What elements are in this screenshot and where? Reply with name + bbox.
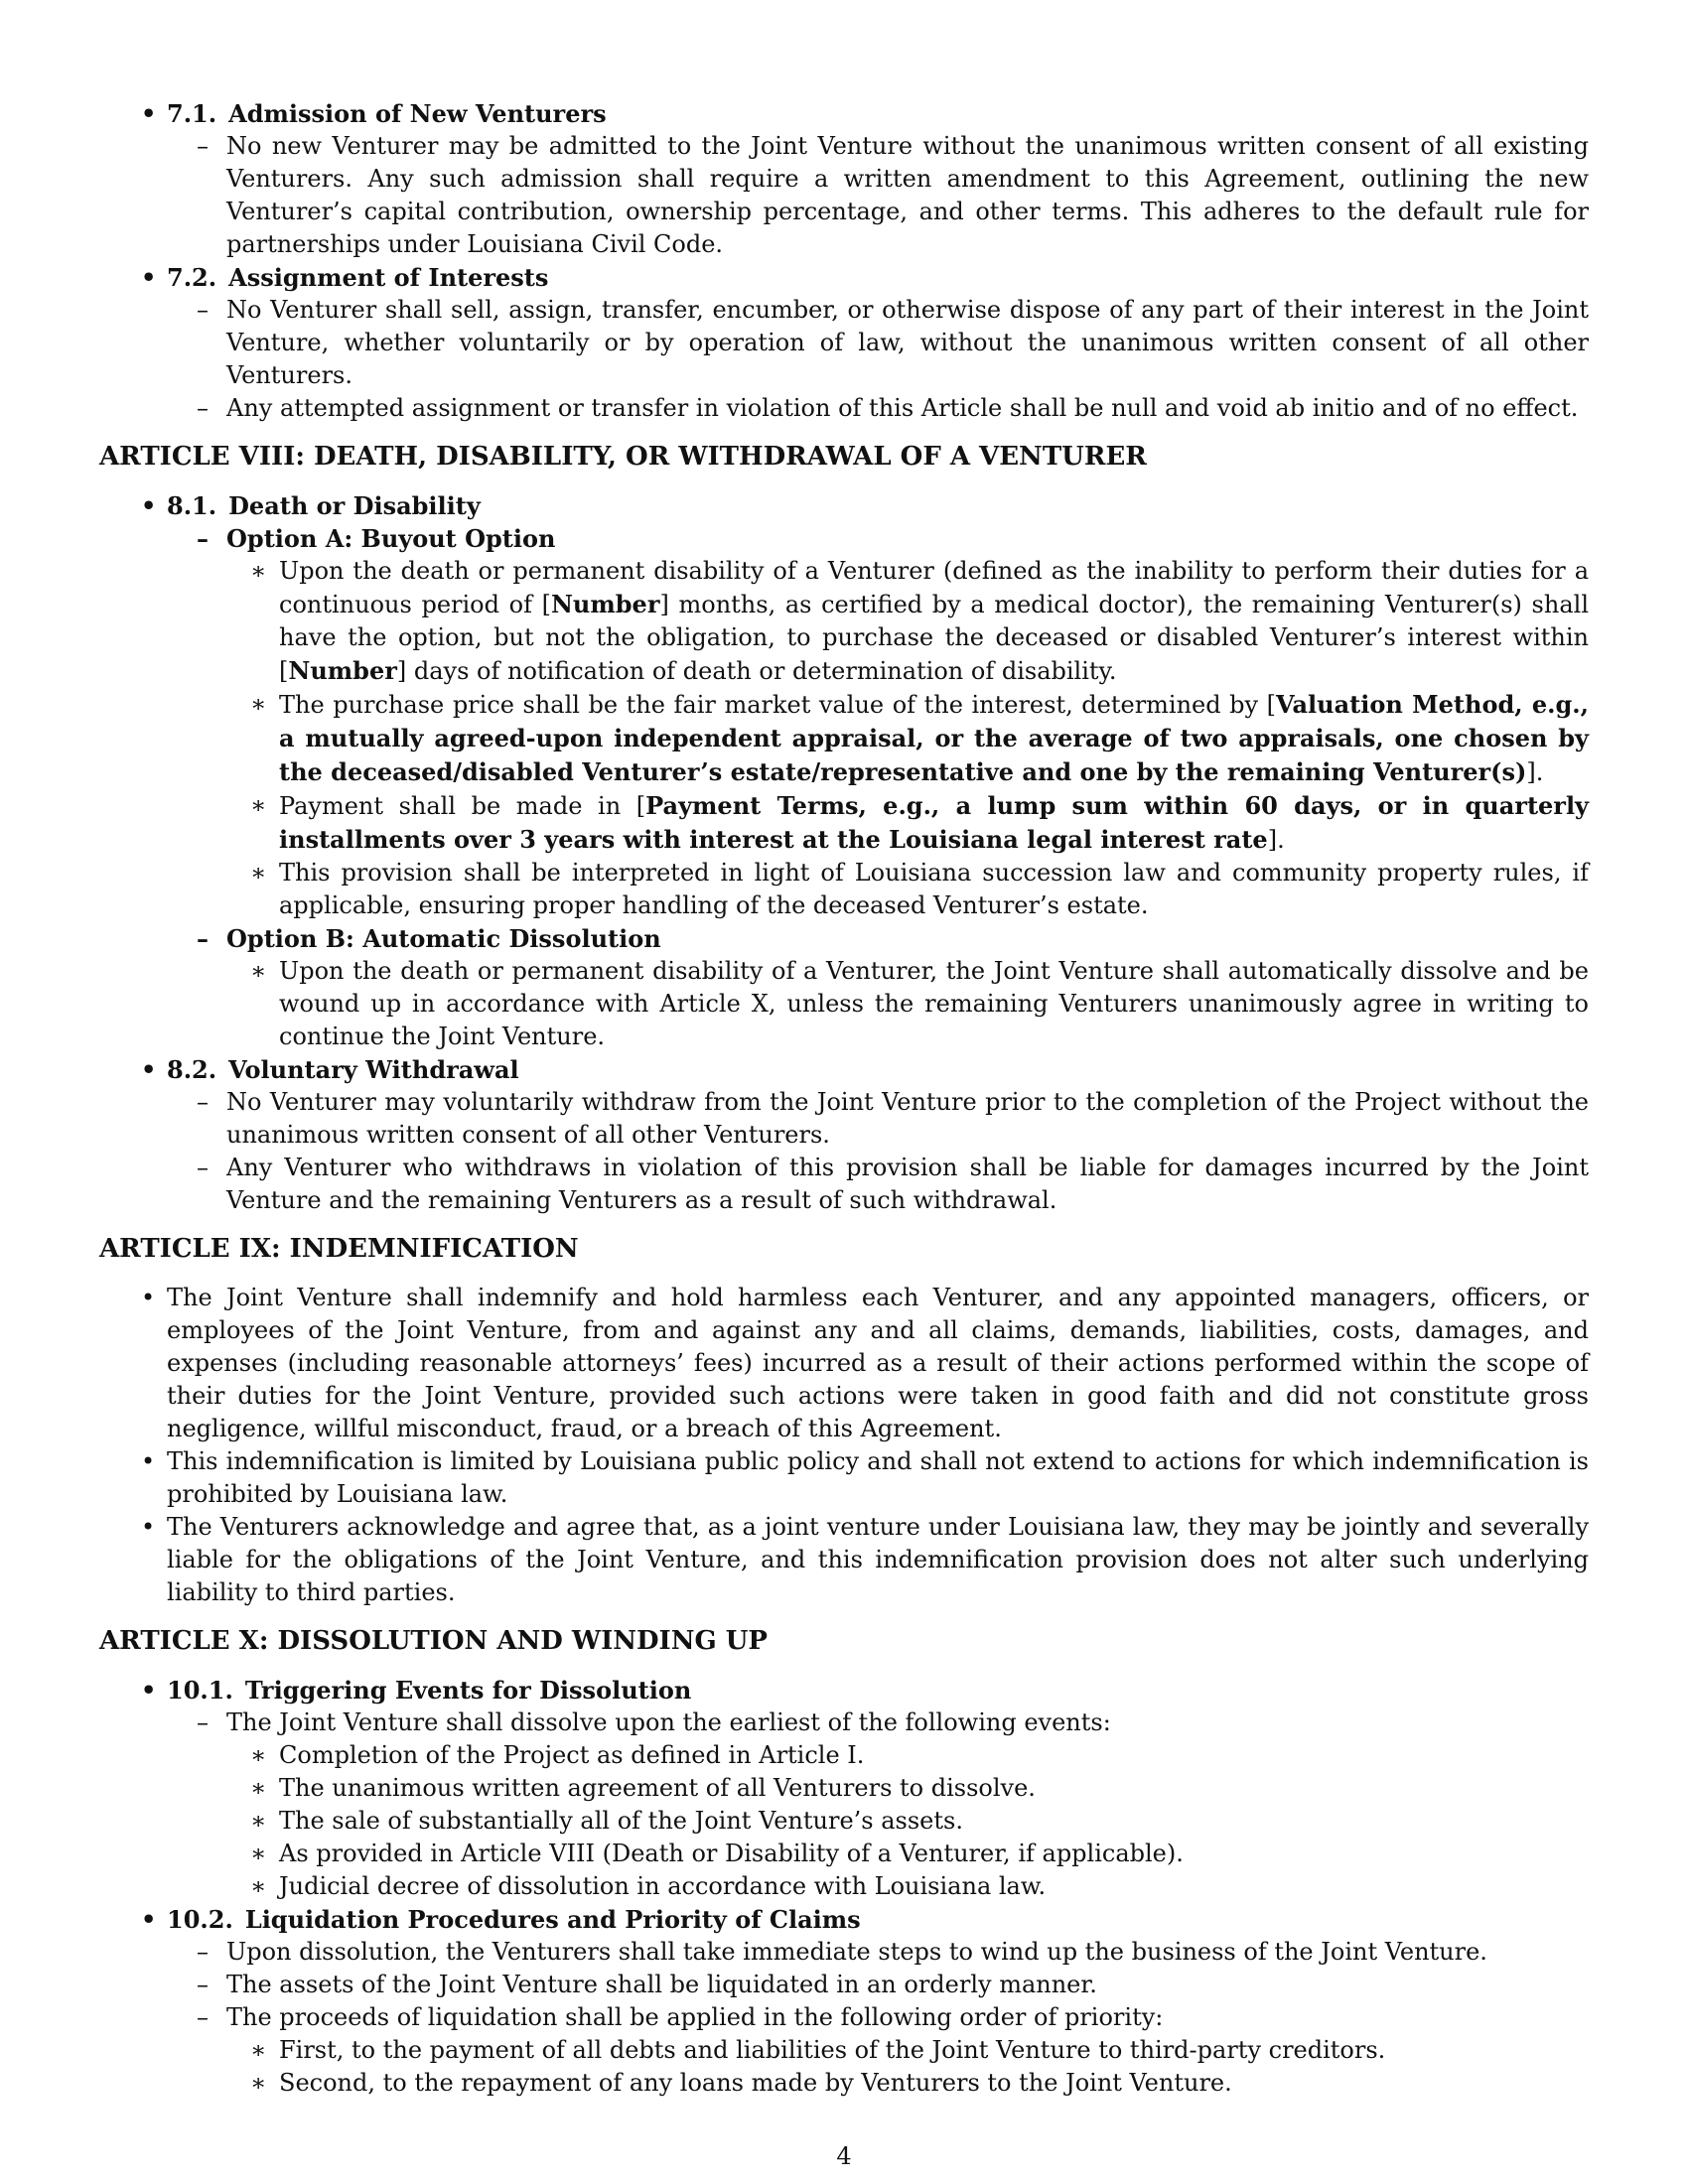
list-item: ∗ As provided in Article VIII (Death or Disability of a Venturer, if applicable). [99, 1838, 1589, 1870]
list-item: ∗ Upon the death or permanent disability of a Venturer, the Joint Venture shall automatically dissolve and be wound up in accordance with Article X, unless the remaining Venturers unanimously agree in writing to continue the Joint Venture. [99, 955, 1589, 1053]
section-number: 8.2. [167, 1055, 217, 1084]
section-title: Voluntary Withdrawal [228, 1055, 519, 1084]
list-item: – Upon dissolution, the Venturers shall take immediate steps to wind up the business of the Joint Venture. [99, 1936, 1589, 1969]
placeholder-valuation-method: Valuation Method, e.g., a mutually agreed-upon independent appraisal, or the average of two appraisals, one chosen by the deceased/disabled Venturer’s estate/representative and one by the remaining Venturer(s) [279, 690, 1590, 786]
list-item: ∗ This provision shall be interpreted in light of Louisiana succession law and community property rules, if applicable, ensuring proper handling of the deceased Venturer’s estate. [99, 857, 1589, 922]
list-item: • The Venturers acknowledge and agree that, as a joint venture under Louisiana law, they may be jointly and severally liable for the obligations of the Joint Venture, and this indemnification provision does not alter such underlying liability to third parties. [99, 1511, 1589, 1609]
text-run: ]. [1526, 758, 1544, 786]
list-item: – Any attempted assignment or transfer in violation of this Article shall be null and void ab initio and of no effect. [99, 392, 1589, 425]
text-run: ] months, as certified by a medical doctor), the remaining Venturer(s) shall have the option, but not the obligation, to purchase the deceased or disabled Venturer’s interest within [ [279, 591, 1589, 685]
list-item [99, 555, 1589, 688]
list-item: – No Venturer shall sell, assign, transfer, encumber, or otherwise dispose of any part of their interest in the Joint Venture, whether voluntarily or by operation of law, without the unanimous written consent of all other Venturers. [99, 294, 1589, 392]
list-item: ∗ First, to the payment of all debts and liabilities of the Joint Venture to third-party creditors. [99, 2034, 1589, 2067]
text-run: Payment shall be made in [ [279, 792, 646, 820]
list-item: – No new Venturer may be admitted to the Joint Venture without the unanimous written consent of all existing Venturers. Any such admission shall require a written amendment to this Agreement, outlining the new Venturer’s capital contribution, ownership percentage, and other terms. This adheres to the default rule for partnerships under Louisiana Civil Code. [99, 130, 1589, 261]
section-title: Liquidation Procedures and Priority of Claims [244, 1905, 861, 1934]
list-item: – The proceeds of liquidation shall be applied in the following order of priority: [99, 2001, 1589, 2034]
list-item: – Any Venturer who withdraws in violation of this provision shall be liable for damages incurred by the Joint Venture and the remaining Venturers as a result of such withdrawal. [99, 1152, 1589, 1217]
section-number: 10.2. [167, 1905, 233, 1934]
article-8-heading: ARTICLE VIII: DEATH, DISABILITY, OR WITHDRAWAL OF A VENTURER [99, 442, 1147, 472]
list-item: ∗ The sale of substantially all of the Joint Venture’s assets. [99, 1805, 1589, 1838]
option-b-title: – Option B: Automatic Dissolution [99, 922, 1589, 955]
article-9-heading: ARTICLE IX: INDEMNIFICATION [99, 1234, 579, 1264]
section-8-2-title [99, 1053, 1589, 1086]
section-8-1-title [99, 489, 1589, 522]
list-item: ∗ The unanimous written agreement of all Venturers to dissolve. [99, 1772, 1589, 1805]
page-number: 4 [836, 2142, 852, 2170]
section-title: Admission of New Venturers [228, 99, 607, 128]
section-7-2-title [99, 261, 1589, 294]
placeholder-payment-terms: Payment Terms, e.g., a lump sum within 60 days, or in quarterly installments over 3 years with interest at the Louisiana legal interest rate [279, 791, 1590, 854]
list-item [99, 789, 1589, 857]
list-item [99, 688, 1589, 789]
section-number: 8.1. [167, 491, 217, 520]
placeholder-number: Number [550, 590, 660, 618]
text-run: The purchase price shall be the fair market value of the interest, determined by [ [279, 691, 1277, 719]
section-number: 7.2. [167, 263, 217, 292]
section-number: 7.1. [167, 99, 217, 128]
list-item: ∗ Completion of the Project as defined in Article I. [99, 1739, 1589, 1772]
text-run: ] days of notification of death or determination of disability. [396, 657, 1117, 685]
text-run: ]. [1267, 826, 1285, 854]
list-item: – The Joint Venture shall dissolve upon the earliest of the following events: [99, 1706, 1589, 1739]
text-run: Upon the death or permanent disability of a Venturer (defined as the inability to perform their duties for a continuous period of [ [279, 557, 1589, 618]
section-10-2-title [99, 1903, 1589, 1936]
section-title: Triggering Events for Dissolution [244, 1676, 692, 1705]
placeholder-number: Number [288, 656, 397, 685]
list-item: – The assets of the Joint Venture shall be liquidated in an orderly manner. [99, 1969, 1589, 2001]
section-7-1-title [99, 97, 1589, 130]
list-item: • This indemnification is limited by Louisiana public policy and shall not extend to actions for which indemnification is prohibited by Louisiana law. [99, 1445, 1589, 1511]
list-item: • The Joint Venture shall indemnify and hold harmless each Venturer, and any appointed managers, officers, or employees of the Joint Venture, from and against any and all claims, demands, liabilities, costs, damages, and expenses (including reasonable attorneys’ fees) incurred as a result of their actions performed within the scope of their duties for the Joint Venture, provided such actions were taken in good faith and did not constitute gross negligence, willful misconduct, fraud, or a breach of this Agreement. [99, 1282, 1589, 1445]
section-10-1-title [99, 1674, 1589, 1706]
section-title: Death or Disability [228, 491, 481, 520]
option-a-title: – Option A: Buyout Option [99, 522, 1589, 555]
list-item: – No Venturer may voluntarily withdraw from the Joint Venture prior to the completion of the Project without the unanimous written consent of all other Venturers. [99, 1086, 1589, 1152]
list-item: ∗ Second, to the repayment of any loans made by Venturers to the Joint Venture. [99, 2067, 1589, 2100]
section-number: 10.1. [167, 1676, 233, 1705]
list-item: ∗ Judicial decree of dissolution in accordance with Louisiana law. [99, 1870, 1589, 1903]
article-10-heading: ARTICLE X: DISSOLUTION AND WINDING UP [99, 1626, 768, 1656]
section-title: Assignment of Interests [228, 263, 549, 292]
document-page [99, 97, 1589, 2100]
